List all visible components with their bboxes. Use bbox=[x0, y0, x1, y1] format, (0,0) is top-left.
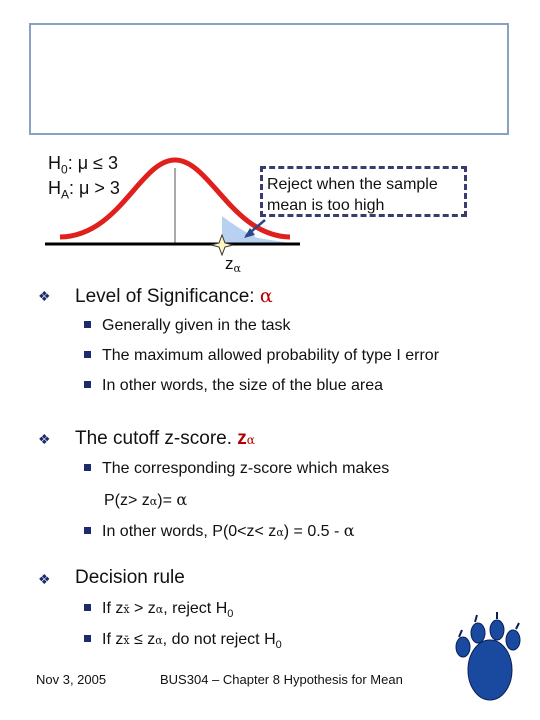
list-item-text: The corresponding z-score which makes bbox=[102, 460, 390, 477]
alpha-subscript: α bbox=[155, 634, 163, 647]
list-item-text: Generally given in the task bbox=[102, 317, 291, 334]
footer-date: Nov 3, 2005 bbox=[36, 672, 107, 687]
ha-letter: H bbox=[48, 178, 61, 198]
cutoff-z-score-heading bbox=[75, 428, 255, 450]
alpha-subscript: α bbox=[246, 433, 255, 447]
reject-callout bbox=[260, 166, 467, 217]
normal-curve-diagram bbox=[0, 0, 540, 300]
heading-text: Level of Significance: bbox=[75, 286, 260, 307]
alpha-symbol: α bbox=[176, 490, 188, 509]
xbar-subscript: x̄ bbox=[123, 634, 130, 647]
list-item-text: ) = 0.5 - bbox=[283, 523, 344, 540]
square-bullet-icon bbox=[84, 464, 91, 471]
square-bullet-icon bbox=[84, 635, 91, 642]
diamond-bullet-icon: ❖ bbox=[38, 431, 51, 447]
list-item-text: ≤ z bbox=[129, 631, 156, 648]
z-alpha-label bbox=[225, 254, 241, 275]
diamond-bullet-icon: ❖ bbox=[38, 571, 51, 587]
square-bullet-icon bbox=[84, 321, 91, 328]
h-subscript: 0 bbox=[275, 639, 282, 652]
list-item bbox=[84, 521, 355, 541]
ha-subscript: A bbox=[61, 187, 70, 202]
square-bullet-icon bbox=[84, 527, 91, 534]
xbar-subscript: x̄ bbox=[123, 603, 130, 616]
alpha-subscript: α bbox=[233, 262, 241, 275]
z-symbol: z bbox=[237, 428, 247, 449]
square-bullet-icon bbox=[84, 351, 91, 358]
alpha-subscript: α bbox=[149, 495, 158, 508]
list-item-text: If z bbox=[102, 600, 124, 617]
callout-line-1: Reject when the sample bbox=[267, 176, 438, 193]
list-item-text: , do not reject H bbox=[162, 631, 276, 648]
list-item-text: In other words, the size of the blue area bbox=[102, 377, 384, 394]
list-item-text: In other words, P(0<z< z bbox=[102, 523, 277, 540]
ha-condition: : μ > 3 bbox=[69, 178, 120, 198]
diamond-bullet-icon: ❖ bbox=[38, 288, 51, 304]
decision-rule-heading: Decision rule bbox=[75, 567, 185, 588]
list-item-continuation bbox=[104, 490, 187, 510]
alpha-subscript: α bbox=[276, 526, 284, 539]
list-item bbox=[84, 377, 383, 395]
h-subscript: 0 bbox=[227, 608, 234, 621]
list-item bbox=[84, 600, 233, 620]
alpha-subscript: α bbox=[155, 603, 164, 616]
square-bullet-icon bbox=[84, 604, 91, 611]
z-letter: z bbox=[225, 254, 234, 273]
heading-text: The cutoff z-score. bbox=[75, 428, 238, 449]
square-bullet-icon bbox=[84, 381, 91, 388]
list-item bbox=[84, 460, 389, 478]
list-item-text: If z bbox=[102, 631, 124, 648]
list-item-text: , reject H bbox=[163, 600, 228, 617]
h0-condition: : μ ≤ 3 bbox=[67, 153, 118, 173]
footer-course: BUS304 – Chapter 8 Hypothesis for Mean bbox=[160, 672, 403, 687]
alpha-symbol: α bbox=[343, 521, 355, 540]
h0-subscript: 0 bbox=[61, 162, 68, 177]
list-item bbox=[84, 631, 282, 651]
callout-line-2: mean is too high bbox=[267, 197, 385, 214]
level-of-significance-heading bbox=[75, 285, 273, 308]
list-item bbox=[84, 347, 439, 365]
continuation-text: )= bbox=[157, 492, 177, 509]
list-item bbox=[84, 317, 291, 335]
h0-letter: H bbox=[48, 153, 61, 173]
list-item-text: > z bbox=[129, 600, 156, 617]
alpha-symbol: α bbox=[259, 285, 273, 307]
list-item-text: The maximum allowed probability of type I error bbox=[102, 347, 440, 364]
continuation-text: P(z> z bbox=[104, 492, 150, 509]
